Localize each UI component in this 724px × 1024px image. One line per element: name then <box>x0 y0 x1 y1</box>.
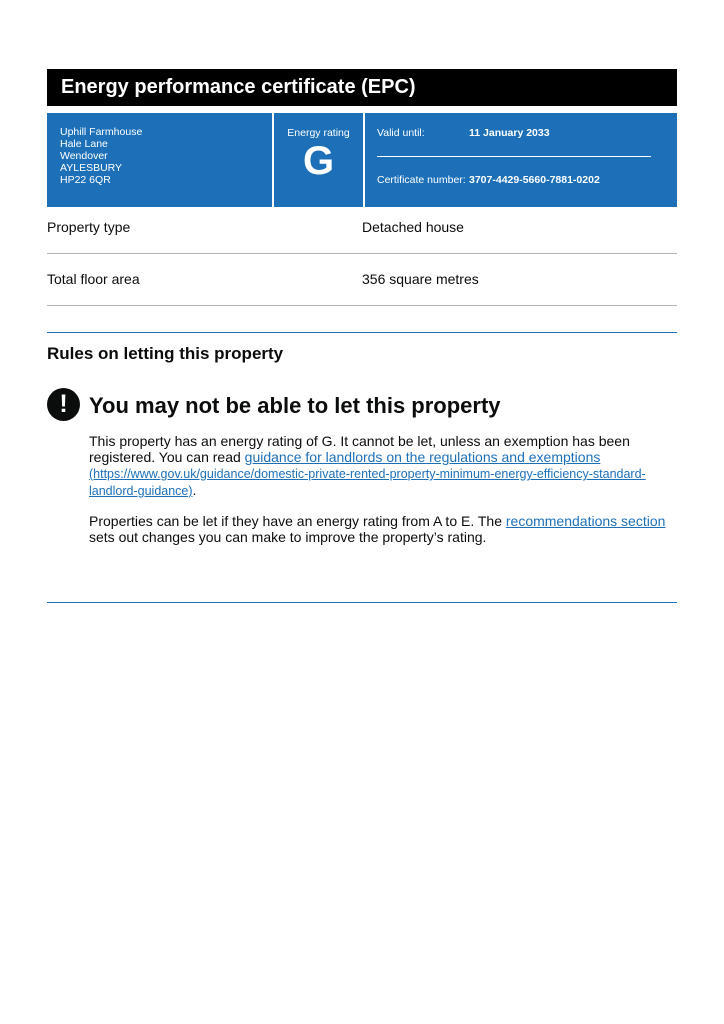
warning-icon: ! <box>47 388 80 421</box>
energy-rating-panel <box>274 113 363 207</box>
bottom-divider <box>47 602 677 603</box>
valid-until-row <box>377 127 550 139</box>
rating-explanation <box>89 433 679 499</box>
valid-until-value: 11 January 2033 <box>469 127 550 139</box>
landlord-guidance-url[interactable]: (https://www.gov.uk/guidance/domestic-private-rented-property-minimum-energy-efficiency-standard-landlord-guidance) <box>89 467 646 498</box>
energy-rating-label: Energy rating <box>287 127 350 139</box>
section-divider <box>47 332 677 333</box>
landlord-guidance-link[interactable]: guidance for landlords on the regulations and exemptions <box>244 449 601 465</box>
property-type-row <box>47 207 677 254</box>
address-panel <box>47 113 272 207</box>
validity-divider <box>377 156 651 157</box>
address-line: Hale Lane <box>60 138 108 150</box>
rating-explanation-text: This property has an energy rating of G. It cannot be let, unless an exemption has been registered. You can read <box>89 433 630 465</box>
rules-heading: Rules on letting this property <box>47 344 284 363</box>
certificate-number-label: Certificate number: <box>377 174 466 186</box>
address-line: HP22 6QR <box>60 174 111 186</box>
letting-explanation-text: Properties can be let if they have an energy rating from A to E. The <box>89 513 506 529</box>
floor-area-value: 356 square metres <box>362 271 479 287</box>
valid-until-label: Valid until: <box>377 127 425 139</box>
letting-explanation <box>89 513 679 545</box>
warning-title: You may not be able to let this property <box>89 393 501 418</box>
certificate-title: Energy performance certificate (EPC) <box>47 69 677 106</box>
address-line: AYLESBURY <box>60 162 123 174</box>
certificate-number-value: 3707-4429-5660-7881-0202 <box>469 174 600 186</box>
energy-rating-value: G <box>302 139 335 183</box>
validity-panel <box>365 113 677 207</box>
property-type-label: Property type <box>47 219 131 235</box>
letting-explanation-end: sets out changes you can make to improve the property’s rating. <box>89 529 487 545</box>
property-type-value: Detached house <box>362 219 464 235</box>
rating-explanation-end: . <box>192 482 197 498</box>
floor-area-row <box>47 259 677 306</box>
recommendations-section-link[interactable]: recommendations section <box>505 513 666 529</box>
address-line: Wendover <box>60 150 108 162</box>
certificate-number-row <box>377 174 600 186</box>
address-line: Uphill Farmhouse <box>60 126 143 138</box>
floor-area-label: Total floor area <box>47 271 140 287</box>
